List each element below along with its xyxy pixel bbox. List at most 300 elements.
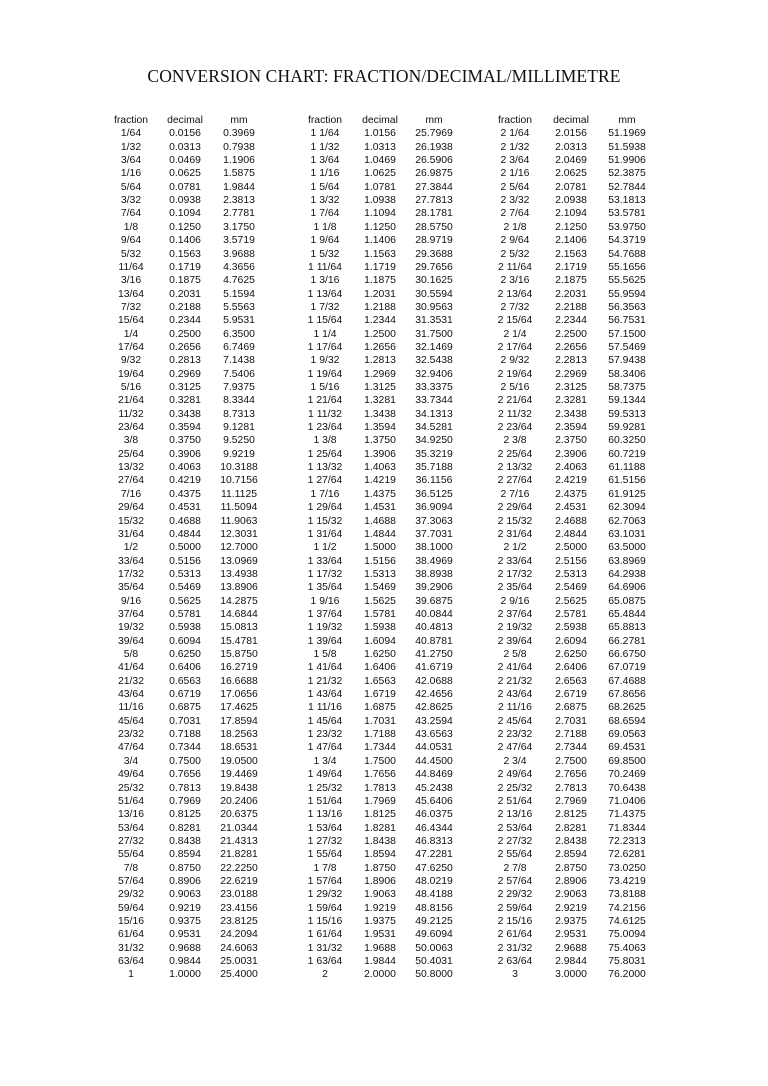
fraction-cell: 21/64 (117, 395, 144, 407)
mm-cell: 10.3188 (220, 462, 258, 474)
mm-cell: 58.7375 (608, 382, 646, 393)
mm-cell: 30.1625 (415, 275, 453, 287)
decimal-cell: 1.3906 (364, 448, 396, 460)
mm-cell: 13.0969 (220, 555, 258, 567)
fraction-cell: 2 29/32 (497, 889, 533, 901)
decimal-cell: 1.7344 (364, 742, 396, 754)
mm-cell: 69.8500 (608, 755, 646, 767)
decimal-cell: 1.8281 (364, 822, 396, 834)
decimal-cell: 2.2656 (555, 341, 587, 353)
fraction-cell: 2 31/64 (497, 528, 533, 540)
header-mm: mm (230, 115, 248, 126)
decimal-cell: 1.0625 (364, 168, 396, 180)
decimal-cell: 2.3750 (555, 435, 587, 447)
mm-cell: 19.8438 (220, 782, 258, 794)
fraction-cell: 1 23/64 (307, 422, 343, 434)
mm-cell: 67.0719 (608, 662, 646, 674)
fraction-cell: 23/64 (117, 422, 144, 434)
mm-cell: 24.2094 (220, 929, 258, 941)
fraction-cell: 1 3/64 (310, 155, 340, 167)
mm-cell: 73.8188 (608, 889, 646, 901)
fraction-cell: 7/64 (120, 208, 142, 220)
decimal-cell: 0.7500 (169, 755, 201, 767)
decimal-cell: 2.2813 (555, 355, 587, 367)
decimal-cell: 1.9844 (364, 956, 396, 968)
mm-cell: 32.5438 (415, 355, 453, 367)
fraction-cell: 2 1/2 (503, 542, 527, 554)
mm-cell: 1.1906 (223, 155, 255, 167)
mm-cell: 4.7625 (223, 275, 255, 287)
fraction-cell: 35/64 (117, 582, 144, 594)
decimal-cell: 0.9375 (169, 916, 201, 927)
mm-cell: 3.1750 (223, 221, 255, 233)
mm-cell: 63.5000 (608, 542, 646, 554)
mm-cell: 65.4844 (608, 608, 646, 620)
fraction-cell: 1/8 (123, 221, 139, 233)
fraction-cell: 2 13/32 (497, 462, 533, 474)
decimal-cell: 1.1406 (364, 235, 396, 247)
mm-cell: 19.4469 (220, 769, 258, 781)
mm-cell: 15.0813 (220, 622, 258, 634)
decimal-cell: 0.7969 (169, 795, 201, 807)
fraction-cell: 7/16 (120, 488, 142, 500)
decimal-cell: 1.5000 (364, 542, 396, 554)
mm-cell: 9.5250 (223, 435, 255, 447)
mm-cell: 14.6844 (220, 608, 258, 620)
fraction-cell: 1 9/16 (310, 595, 340, 607)
mm-cell: 11.1125 (220, 488, 258, 500)
mm-cell: 11.9063 (220, 515, 258, 527)
mm-cell: 65.8813 (608, 622, 646, 634)
decimal-cell: 2.4688 (555, 515, 587, 527)
fraction-cell: 1 47/64 (307, 742, 343, 754)
mm-cell: 20.2406 (220, 795, 258, 807)
mm-cell: 45.2438 (415, 782, 453, 794)
mm-cell: 42.0688 (415, 675, 453, 687)
mm-cell: 49.6094 (415, 929, 453, 941)
fraction-cell: 13/64 (117, 288, 144, 300)
decimal-cell: 0.4688 (169, 515, 201, 527)
decimal-cell: 0.2188 (169, 301, 201, 313)
decimal-cell: 1.3750 (364, 435, 396, 447)
mm-cell: 19.0500 (220, 755, 258, 767)
mm-cell: 17.4625 (220, 702, 258, 714)
fraction-cell: 1 3/4 (313, 755, 337, 767)
mm-cell: 52.7844 (608, 181, 646, 193)
fraction-cell: 2 61/64 (497, 929, 533, 941)
mm-cell: 35.3219 (415, 448, 453, 460)
decimal-cell: 3.0000 (555, 969, 587, 981)
fraction-cell: 5/8 (123, 649, 139, 660)
decimal-cell: 2.1406 (555, 235, 587, 247)
decimal-cell: 0.8594 (169, 849, 201, 861)
fraction-cell: 5/16 (120, 382, 142, 393)
fraction-cell: 1/64 (120, 128, 142, 140)
mm-cell: 43.2594 (415, 715, 453, 727)
header-decimal: decimal (553, 115, 589, 126)
mm-cell: 1.5875 (223, 168, 255, 180)
fraction-cell: 63/64 (117, 956, 144, 968)
decimal-cell: 2.2031 (555, 288, 587, 300)
mm-cell: 7.9375 (223, 382, 255, 393)
decimal-cell: 0.1875 (169, 275, 201, 287)
decimal-cell: 0.2969 (169, 368, 201, 380)
decimal-cell: 0.4531 (169, 502, 201, 514)
fraction-cell: 2 25/64 (497, 448, 533, 460)
mm-cell: 15.8750 (220, 649, 258, 660)
decimal-cell: 0.0625 (169, 168, 201, 180)
mm-cell: 53.9750 (608, 221, 646, 233)
fraction-cell: 2 3/4 (503, 755, 527, 767)
mm-cell: 21.8281 (220, 849, 258, 861)
decimal-cell: 1.5156 (364, 555, 396, 567)
fraction-cell: 1 7/16 (310, 488, 340, 500)
mm-cell: 6.7469 (223, 341, 255, 353)
mm-cell: 37.7031 (415, 528, 453, 540)
fraction-cell: 11/64 (118, 261, 144, 273)
decimal-cell: 1.0156 (364, 128, 396, 140)
decimal-cell: 1.3438 (364, 408, 396, 420)
fraction-cell: 1 13/32 (307, 462, 343, 474)
mm-cell: 36.9094 (415, 502, 453, 514)
decimal-cell: 1.5625 (364, 595, 396, 607)
decimal-cell: 0.3125 (169, 382, 201, 393)
decimal-cell: 1.4844 (364, 528, 396, 540)
mm-cell: 71.8344 (608, 822, 646, 834)
fraction-cell: 2 37/64 (497, 608, 533, 620)
mm-cell: 42.4656 (415, 689, 453, 701)
mm-cell: 50.0063 (415, 942, 453, 954)
decimal-cell: 0.1094 (169, 208, 201, 220)
fraction-cell: 1 5/32 (310, 248, 340, 260)
decimal-cell: 1.7188 (364, 729, 396, 741)
decimal-cell: 1.4219 (364, 475, 396, 487)
fraction-cell: 2 53/64 (497, 822, 533, 834)
fraction-cell: 2 63/64 (497, 956, 533, 968)
decimal-cell: 0.4063 (169, 462, 201, 474)
fraction-cell: 1 45/64 (307, 715, 343, 727)
mm-cell: 23.0188 (220, 889, 258, 901)
mm-cell: 48.8156 (415, 902, 453, 914)
mm-cell: 76.2000 (608, 969, 646, 981)
decimal-cell: 1.2656 (364, 341, 396, 353)
decimal-cell: 0.8906 (169, 875, 201, 887)
mm-cell: 34.5281 (415, 422, 453, 434)
mm-cell: 26.9875 (415, 168, 453, 180)
mm-cell: 45.6406 (415, 795, 453, 807)
decimal-cell: 2.8438 (555, 835, 587, 847)
decimal-cell: 1.2031 (364, 288, 396, 300)
mm-cell: 66.2781 (608, 635, 646, 647)
decimal-cell: 2.9375 (555, 916, 587, 927)
decimal-cell: 2.9219 (555, 902, 587, 914)
mm-cell: 27.7813 (415, 195, 453, 207)
decimal-cell: 2.5781 (555, 608, 587, 620)
fraction-cell: 31/64 (117, 528, 144, 540)
fraction-cell: 29/64 (117, 502, 144, 514)
decimal-cell: 0.7656 (169, 769, 201, 781)
fraction-cell: 47/64 (117, 742, 144, 754)
decimal-cell: 0.0781 (169, 181, 201, 193)
mm-cell: 51.1969 (608, 128, 646, 140)
mm-cell: 37.3063 (415, 515, 453, 527)
mm-cell: 52.3875 (608, 168, 646, 180)
fraction-cell: 2 57/64 (497, 875, 533, 887)
decimal-cell: 0.1250 (169, 221, 201, 233)
decimal-cell: 2.0469 (555, 155, 587, 167)
decimal-cell: 1.0313 (364, 141, 396, 153)
fraction-cell: 1 43/64 (307, 689, 343, 701)
mm-cell: 27.3844 (415, 181, 453, 193)
mm-cell: 71.0406 (608, 795, 646, 807)
mm-cell: 44.8469 (415, 769, 453, 781)
decimal-cell: 0.0469 (169, 155, 201, 167)
fraction-cell: 2 9/16 (500, 595, 530, 607)
mm-cell: 67.4688 (608, 675, 646, 687)
fraction-cell: 1 15/16 (307, 916, 343, 927)
fraction-cell: 51/64 (117, 795, 144, 807)
fraction-cell: 9/32 (120, 355, 142, 367)
decimal-cell: 2.0313 (555, 141, 587, 153)
fraction-cell: 2 13/64 (497, 288, 533, 300)
fraction-cell: 53/64 (117, 822, 144, 834)
fraction-cell: 2 23/64 (497, 422, 533, 434)
fraction-cell: 2 41/64 (497, 662, 533, 674)
mm-cell: 33.7344 (415, 395, 453, 407)
fraction-cell: 1 15/64 (307, 315, 343, 327)
fraction-cell: 2 29/64 (497, 502, 533, 514)
mm-cell: 23.8125 (220, 916, 258, 927)
fraction-cell: 1 31/64 (307, 528, 343, 540)
mm-cell: 16.2719 (220, 662, 258, 674)
mm-cell: 32.9406 (415, 368, 453, 380)
decimal-cell: 1.9375 (364, 916, 396, 927)
fraction-cell: 37/64 (117, 608, 144, 620)
decimal-cell: 1.2969 (364, 368, 396, 380)
fraction-cell: 1 15/32 (307, 515, 343, 527)
mm-cell: 8.3344 (223, 395, 255, 407)
mm-cell: 46.8313 (415, 835, 453, 847)
mm-cell: 70.6438 (608, 782, 646, 794)
fraction-cell: 1 63/64 (307, 956, 343, 968)
fraction-cell: 31/32 (117, 942, 144, 954)
decimal-cell: 1.6875 (364, 702, 396, 714)
fraction-cell: 1 37/64 (307, 608, 343, 620)
decimal-cell: 0.5156 (169, 555, 201, 567)
mm-cell: 71.4375 (608, 809, 646, 821)
decimal-cell: 1.3594 (364, 422, 396, 434)
fraction-cell: 2 13/16 (497, 809, 533, 821)
decimal-cell: 1.3125 (364, 382, 396, 393)
mm-cell: 44.4500 (415, 755, 453, 767)
decimal-cell: 1.5313 (364, 568, 396, 580)
fraction-cell: 61/64 (117, 929, 144, 941)
fraction-cell: 1 41/64 (307, 662, 343, 674)
mm-cell: 2.3813 (223, 195, 255, 207)
decimal-cell: 1.6406 (364, 662, 396, 674)
decimal-cell: 1.9688 (364, 942, 396, 954)
fraction-cell: 9/64 (120, 235, 142, 247)
fraction-cell: 2 39/64 (497, 635, 533, 647)
fraction-cell: 1 21/32 (307, 675, 343, 687)
fraction-cell: 1 25/32 (307, 782, 343, 794)
mm-cell: 53.1813 (608, 195, 646, 207)
mm-cell: 17.0656 (220, 689, 258, 701)
mm-cell: 5.9531 (223, 315, 255, 327)
decimal-cell: 1.7031 (364, 715, 396, 727)
mm-cell: 55.5625 (608, 275, 646, 287)
mm-cell: 11.5094 (220, 502, 258, 514)
decimal-cell: 0.9531 (169, 929, 201, 941)
decimal-cell: 1.7500 (364, 755, 396, 767)
fraction-cell: 1 59/64 (307, 902, 343, 914)
fraction-cell: 2 23/32 (497, 729, 533, 741)
mm-cell: 35.7188 (415, 462, 453, 474)
mm-cell: 7.1438 (223, 355, 255, 367)
fraction-cell: 2 5/64 (500, 181, 530, 193)
fraction-cell: 2 1/16 (500, 168, 530, 180)
decimal-cell: 0.3281 (169, 395, 201, 407)
mm-cell: 50.8000 (415, 969, 453, 981)
decimal-cell: 0.6875 (169, 702, 201, 714)
decimal-cell: 2.7031 (555, 715, 587, 727)
fraction-cell: 2 19/64 (497, 368, 533, 380)
mm-cell: 36.1156 (415, 475, 453, 487)
fraction-cell: 1/16 (120, 168, 142, 180)
decimal-cell: 0.8750 (169, 862, 201, 874)
fraction-cell: 1/2 (123, 542, 139, 554)
fraction-cell: 2 59/64 (497, 902, 533, 914)
mm-cell: 26.1938 (415, 141, 453, 153)
fraction-cell: 49/64 (117, 769, 144, 781)
fraction-cell: 2 7/64 (500, 208, 530, 220)
fraction-cell: 2 25/32 (497, 782, 533, 794)
decimal-cell: 1.6250 (364, 649, 396, 660)
decimal-cell: 0.4375 (169, 488, 201, 500)
decimal-cell: 1.6719 (364, 689, 396, 701)
decimal-cell: 1.4688 (364, 515, 396, 527)
mm-cell: 59.5313 (608, 408, 646, 420)
fraction-cell: 2 1/8 (503, 221, 527, 233)
mm-cell: 28.9719 (415, 235, 453, 247)
mm-cell: 69.4531 (608, 742, 646, 754)
fraction-cell: 1 27/32 (307, 835, 343, 847)
fraction-cell: 29/32 (117, 889, 144, 901)
mm-cell: 6.3500 (223, 328, 255, 340)
mm-cell: 12.7000 (220, 542, 258, 554)
mm-cell: 51.5938 (608, 141, 646, 153)
mm-cell: 47.6250 (415, 862, 453, 874)
fraction-cell: 13/32 (117, 462, 144, 474)
fraction-cell: 2 (322, 969, 328, 981)
mm-cell: 48.4188 (415, 889, 453, 901)
decimal-cell: 2.4375 (555, 488, 587, 500)
fraction-cell: 2 3/8 (503, 435, 527, 447)
fraction-cell: 1 1/16 (310, 168, 340, 180)
mm-cell: 0.7938 (223, 141, 255, 153)
mm-cell: 72.2313 (608, 835, 646, 847)
fraction-cell: 1 1/32 (310, 141, 340, 153)
decimal-cell: 2.5938 (555, 622, 587, 634)
decimal-cell: 0.1719 (169, 261, 201, 273)
mm-cell: 75.8031 (608, 956, 646, 968)
decimal-cell: 2.0625 (555, 168, 587, 180)
fraction-cell: 1 39/64 (307, 635, 343, 647)
decimal-cell: 0.9844 (169, 956, 201, 968)
mm-cell: 39.2906 (415, 582, 453, 594)
fraction-cell: 25/32 (117, 782, 144, 794)
decimal-cell: 2.7813 (555, 782, 587, 794)
decimal-cell: 0.2656 (169, 341, 201, 353)
decimal-cell: 2.0781 (555, 181, 587, 193)
mm-cell: 72.6281 (608, 849, 646, 861)
decimal-cell: 2.6094 (555, 635, 587, 647)
mm-cell: 44.0531 (415, 742, 453, 754)
decimal-cell: 1.8906 (364, 875, 396, 887)
mm-cell: 49.2125 (415, 916, 453, 927)
decimal-cell: 0.2813 (169, 355, 201, 367)
decimal-cell: 2.6250 (555, 649, 587, 660)
mm-cell: 18.6531 (220, 742, 258, 754)
decimal-cell: 2.5469 (555, 582, 587, 594)
fraction-cell: 1 (128, 969, 134, 981)
decimal-cell: 1.6563 (364, 675, 396, 687)
mm-cell: 53.5781 (608, 208, 646, 220)
mm-cell: 68.6594 (608, 715, 646, 727)
decimal-cell: 0.3750 (169, 435, 201, 447)
fraction-cell: 2 43/64 (497, 689, 533, 701)
decimal-cell: 0.4219 (169, 475, 201, 487)
decimal-cell: 2.2500 (555, 328, 587, 340)
mm-cell: 32.1469 (415, 341, 453, 353)
decimal-cell: 2.7344 (555, 742, 587, 754)
mm-cell: 29.3688 (415, 248, 453, 260)
decimal-cell: 2.7656 (555, 769, 587, 781)
decimal-cell: 1.4063 (364, 462, 396, 474)
mm-cell: 62.7063 (608, 515, 646, 527)
decimal-cell: 2.9844 (555, 956, 587, 968)
decimal-cell: 0.7031 (169, 715, 201, 727)
decimal-cell: 0.5313 (169, 568, 201, 580)
fraction-cell: 27/32 (117, 835, 144, 847)
mm-cell: 41.2750 (415, 649, 453, 660)
decimal-cell: 0.9063 (169, 889, 201, 901)
mm-cell: 21.4313 (220, 835, 258, 847)
fraction-cell: 2 31/32 (497, 942, 533, 954)
header-decimal: decimal (167, 115, 203, 126)
decimal-cell: 1.7969 (364, 795, 396, 807)
fraction-cell: 2 1/64 (500, 128, 530, 140)
header-fraction: fraction (307, 115, 343, 126)
fraction-cell: 7/8 (123, 862, 139, 874)
mm-cell: 29.7656 (415, 261, 453, 273)
fraction-cell: 1 31/32 (307, 942, 343, 954)
fraction-cell: 33/64 (117, 555, 144, 567)
fraction-cell: 3/16 (120, 275, 142, 287)
decimal-cell: 0.4844 (169, 528, 201, 540)
mm-cell: 10.7156 (220, 475, 258, 487)
decimal-cell: 0.6719 (169, 689, 201, 701)
mm-cell: 57.5469 (608, 341, 646, 353)
decimal-cell: 0.8438 (169, 835, 201, 847)
fraction-cell: 1 33/64 (307, 555, 343, 567)
mm-cell: 26.5906 (415, 155, 453, 167)
fraction-cell: 15/16 (117, 916, 144, 927)
mm-cell: 9.1281 (223, 422, 255, 434)
decimal-cell: 2.3906 (555, 448, 587, 460)
fraction-cell: 2 7/8 (503, 862, 527, 874)
fraction-cell: 59/64 (117, 902, 144, 914)
